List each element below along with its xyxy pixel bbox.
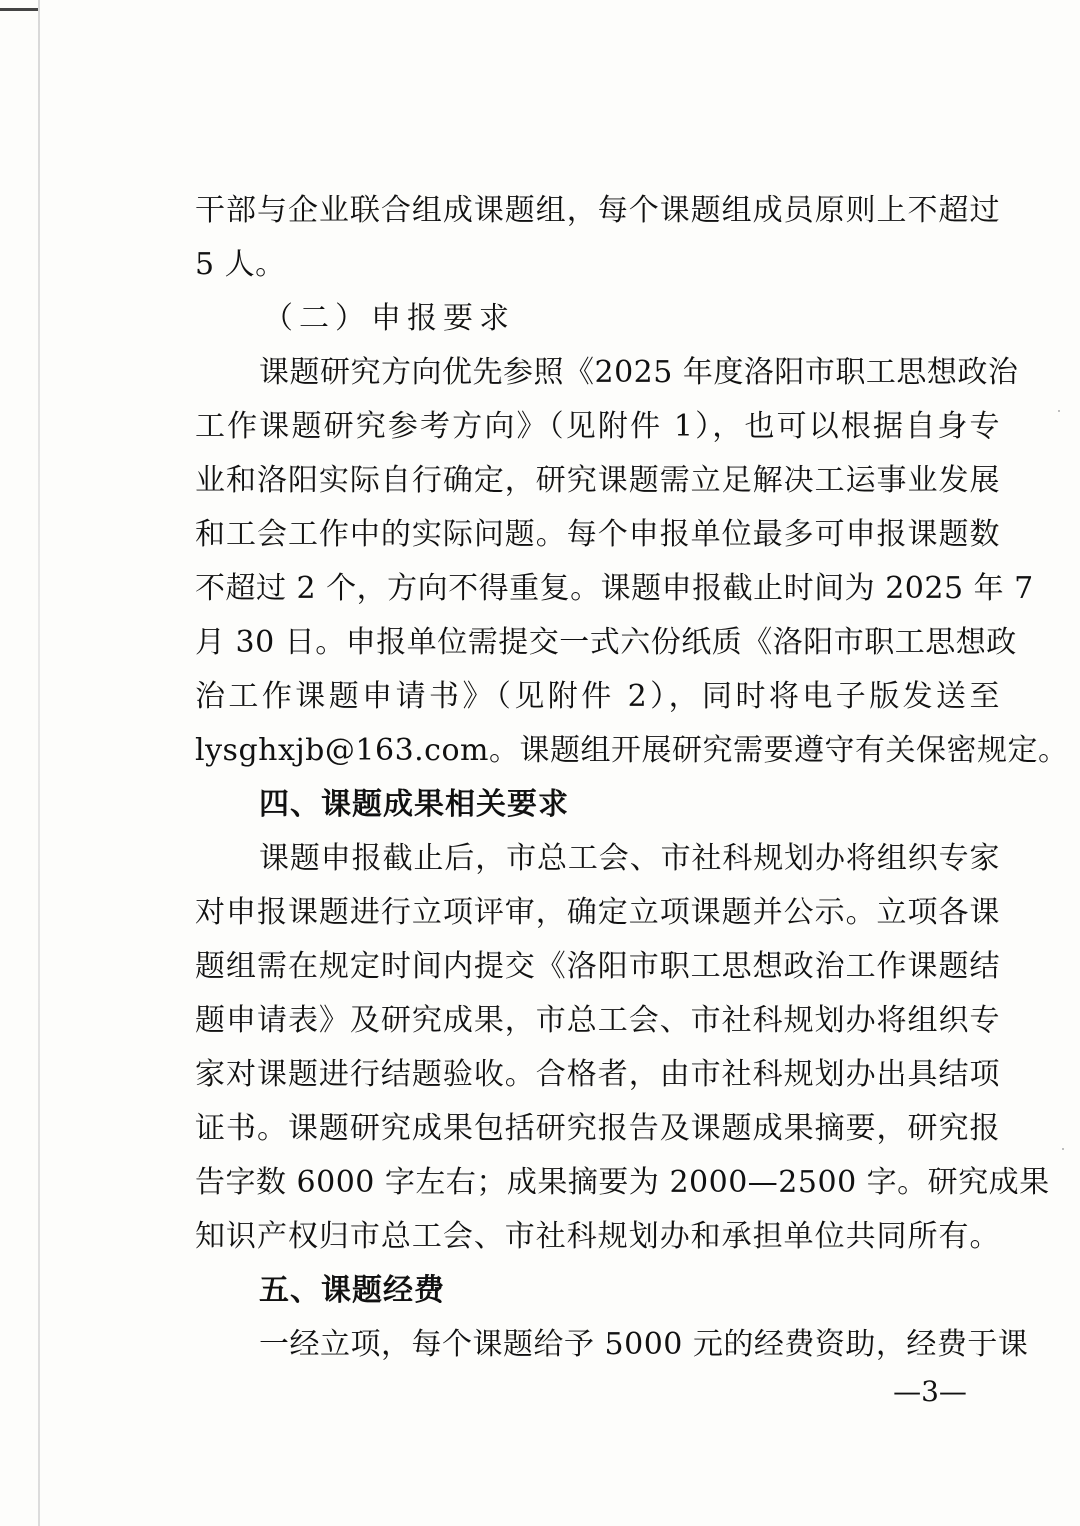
body-line: 干部与企业联合组成课题组，每个课题组成员原则上不超过 <box>195 193 1000 228</box>
body-line: 告字数 6000 字左右；成果摘要为 2000—2500 字。研究成果 <box>195 1165 1050 1200</box>
body-line: 题组需在规定时间内提交《洛阳市职工思想政治工作课题结 <box>195 949 1000 984</box>
subsection-heading: （二）申报要求 <box>263 301 515 336</box>
body-line: 对申报课题进行立项评审，确定立项课题并公示。立项各课 <box>195 895 1000 930</box>
section-heading-4: 四、课题成果相关要求 <box>259 787 569 822</box>
page-number: —3— <box>893 1375 967 1408</box>
body-line: 题申请表》及研究成果，市总工会、市社科规划办将组织专 <box>195 1003 1000 1038</box>
body-line: 不超过 2 个，方向不得重复。课题申报截止时间为 2025 年 7 <box>195 571 1034 606</box>
paragraph-first-line: 课题研究方向优先参照《2025 年度洛阳市职工思想政治 <box>259 355 1019 390</box>
body-line: 工作课题研究参考方向》（见附件 1），也可以根据自身专 <box>195 409 1000 444</box>
body-line: 证书。课题研究成果包括研究报告及课题成果摘要，研究报 <box>195 1111 1000 1146</box>
corner-mark <box>0 8 38 11</box>
body-line: 5 人。 <box>195 247 286 282</box>
scan-edge <box>38 0 40 1526</box>
body-line: 家对课题进行结题验收。合格者，由市社科规划办出具结项 <box>195 1057 1000 1092</box>
body-line: 业和洛阳实际自行确定，研究课题需立足解决工运事业发展 <box>195 463 1000 498</box>
body-line: 和工会工作中的实际问题。每个申报单位最多可申报课题数 <box>195 517 1000 552</box>
body-line: 知识产权归市总工会、市社科规划办和承担单位共同所有。 <box>195 1219 1000 1254</box>
section-heading-5: 五、课题经费 <box>259 1273 445 1308</box>
scan-speck <box>1058 410 1060 412</box>
scan-speck <box>1062 1148 1064 1150</box>
body-line: 月 30 日。申报单位需提交一式六份纸质《洛阳市职工思想政 <box>195 625 1017 660</box>
paragraph-first-line: 课题申报截止后，市总工会、市社科规划办将组织专家 <box>259 841 1000 876</box>
body-line: 治工作课题申请书》（见附件 2），同时将电子版发送至 <box>195 679 1000 714</box>
email-line: lysghxjb@163.com。课题组开展研究需要遵守有关保密规定。 <box>195 733 1069 768</box>
paragraph-first-line: 一经立项，每个课题给予 5000 元的经费资助，经费于课 <box>259 1327 1029 1362</box>
